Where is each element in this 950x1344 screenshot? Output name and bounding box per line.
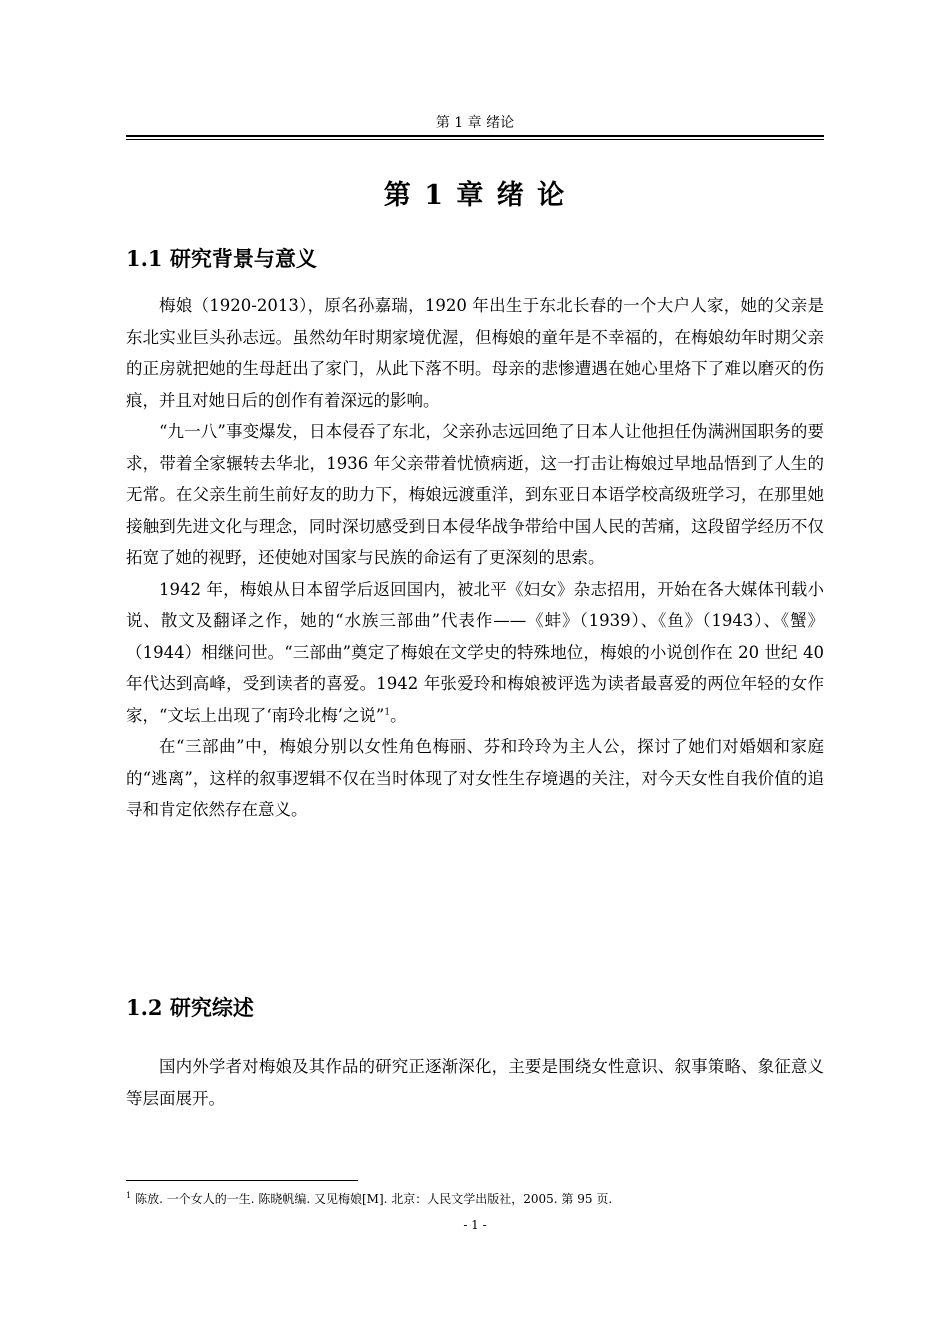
paragraph: 在“三部曲”中，梅娘分别以女性角色梅丽、芬和玲玲为主人公，探讨了她们对婚姻和家庭的“逃离”，这样的叙事逻辑不仅在当时体现了对女性生存境遇的关注，对今天女性自我价值的追寻和肯定依然存在意义。 [126, 737, 824, 819]
chapter-title: 第 1 章 绪 论 [383, 180, 567, 211]
header-rule-thin [126, 139, 824, 140]
footnote-reference[interactable]: 1 [384, 707, 391, 717]
running-header: 第 1 章 绪论 [435, 115, 515, 131]
paragraph-end: 。 [390, 705, 407, 725]
section-heading-1-2: 1.2 研究综述 [126, 995, 254, 1020]
paragraph: 国内外学者对梅娘及其作品的研究正逐渐深化，主要是围绕女性意识、叙事策略、象征意义等层面展开。 [126, 1057, 824, 1108]
paragraph [126, 574, 824, 732]
paragraph-text: 1942 年，梅娘从日本留学后返回国内，被北平《妇女》杂志招用，开始在各大媒体刊载小说、散文及翻译之作，她的“水族三部曲”代表作——《蚌》（1939）、《鱼》（1943）、《蟹》（1944）相继问世。“三部曲”奠定了梅娘在文学史的特殊地位，梅娘的小说创作在 20 世纪 40 年代达到高峰，受到读者的喜爱。1942 年张爱玲和梅娘被评选为读者最喜爱的两位年轻的女作家，“文坛上出现了‘南玲北梅’之说” [126, 579, 824, 725]
header-rule [126, 135, 824, 137]
footnote-separator [126, 1180, 358, 1181]
page-number: - 1 - [463, 1218, 487, 1232]
paragraph: “九一八”事变爆发，日本侵吞了东北，父亲孙志远回绝了日本人让他担任伪满洲国职务的要求，带着全家辗转去华北，1936 年父亲带着忧愤病逝，这一打击让梅娘过早地品悟到了人生的无常。在父亲生前生前好友的助力下，梅娘远渡重洋，到东亚日本语学校高级班学习，在那里她接触到先进文化与理念，同时深切感受到日本侵华战争带给中国人民的苦痛，这段留学经历不仅拓宽了她的视野，还使她对国家与民族的命运有了更深刻的思索。 [126, 422, 824, 567]
footnote-text: 陈放. 一个女人的一生. 陈晓帆编. 又见梅娘[M]. 北京：人民文学出版社，2005. 第 95 页. [135, 1192, 613, 1206]
section-heading-1-1: 1.1 研究背景与意义 [126, 246, 317, 271]
paragraph: 梅娘（1920-2013），原名孙嘉瑞，1920 年出生于东北长春的一个大户人家，她的父亲是东北实业巨头孙志远。虽然幼年时期家境优渥，但梅娘的童年是不幸福的，在梅娘幼年时期父亲的正房就把她的生母赶出了家门，从此下落不明。母亲的悲惨遭遇在她心里烙下了难以磨灭的伤痕，并且对她日后的创作有着深远的影响。 [126, 296, 824, 410]
section-1-1-body [126, 290, 824, 826]
footnote [126, 1190, 824, 1208]
section-1-2-body [126, 1051, 824, 1114]
footnote-mark: 1 [126, 1191, 132, 1200]
